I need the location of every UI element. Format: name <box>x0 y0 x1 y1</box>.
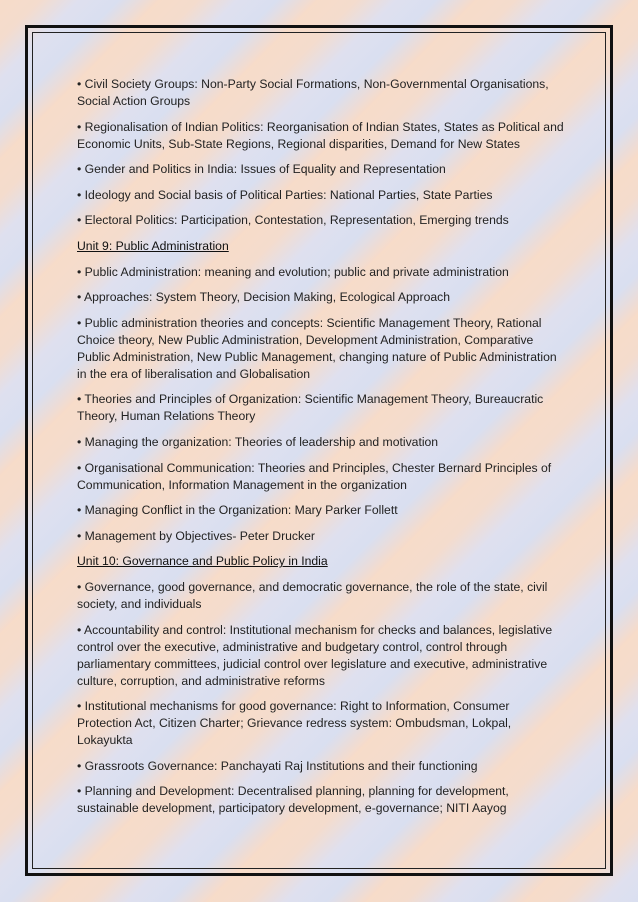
bullet-managing-organization: • Managing the organization: Theories of leadership and motivation <box>77 434 439 449</box>
bullet-planning-development: • Planning and Development: Decentralised planning, planning for development, sustainable development, participatory development, e-governance; NITI Aayog <box>77 784 509 816</box>
unit-10-heading: Unit 10: Governance and Public Policy in India <box>77 554 328 569</box>
bullet-managing-conflict: • Managing Conflict in the Organization: Mary Parker Follett <box>77 503 398 518</box>
bullet-public-administration: • Public Administration: meaning and evolution; public and private administration <box>77 264 509 279</box>
bullet-civil-society: • Civil Society Groups: Non-Party Social Formations, Non-Governmental Organisations, Social Action Groups <box>77 77 549 108</box>
bullet-approaches: • Approaches: System Theory, Decision Making, Ecological Approach <box>77 290 451 305</box>
bullet-organisational-communication: • Organisational Communication: Theories and Principles, Chester Bernard Principles of Communication, Information Management in the organization <box>77 460 552 492</box>
bullet-accountability: • Accountability and control: Institutional mechanism for checks and balances, legislative control over the executive, administrative and budgetary control, control through parliamentary committees, judicial control over legislature and executive, administrative culture, corruption, and administrative reforms <box>77 622 553 688</box>
bullet-electoral-politics: • Electoral Politics: Participation, Contestation, Representation, Emerging trends <box>77 213 509 228</box>
bullet-pa-theories: • Public administration theories and concepts: Scientific Management Theory, Rational Choice theory, New Public Administration, Development Administration, Comparative Public Administration, New Public Management, changing nature of Public Administration in the era of liberalisation and Globalisation <box>77 315 557 381</box>
bullet-institutional-mechanisms: • Institutional mechanisms for good governance: Right to Information, Consumer Protection Act, Citizen Charter; Grievance redress system: Ombudsman, Lokpal, Lokayukta <box>77 699 512 748</box>
syllabus-content <box>77 76 567 826</box>
bullet-management-by-objectives: • Management by Objectives- Peter Drucker <box>77 528 315 543</box>
bullet-gender-politics: • Gender and Politics in India: Issues of Equality and Representation <box>77 162 446 177</box>
bullet-regionalisation: • Regionalisation of Indian Politics: Reorganisation of Indian States, States as Political and Economic Units, Sub-State Regions, Regional disparities, Demand for New States <box>77 119 564 151</box>
bullet-political-parties: • Ideology and Social basis of Political Parties: National Parties, State Parties <box>77 187 493 202</box>
bullet-governance: • Governance, good governance, and democratic governance, the role of the state, civil society, and individuals <box>77 579 548 611</box>
bullet-grassroots-governance: • Grassroots Governance: Panchayati Raj Institutions and their functioning <box>77 758 478 773</box>
unit-9-heading: Unit 9: Public Administration <box>77 238 229 253</box>
bullet-organization-theories: • Theories and Principles of Organization: Scientific Management Theory, Bureaucratic Theory, Human Relations Theory <box>77 392 544 424</box>
